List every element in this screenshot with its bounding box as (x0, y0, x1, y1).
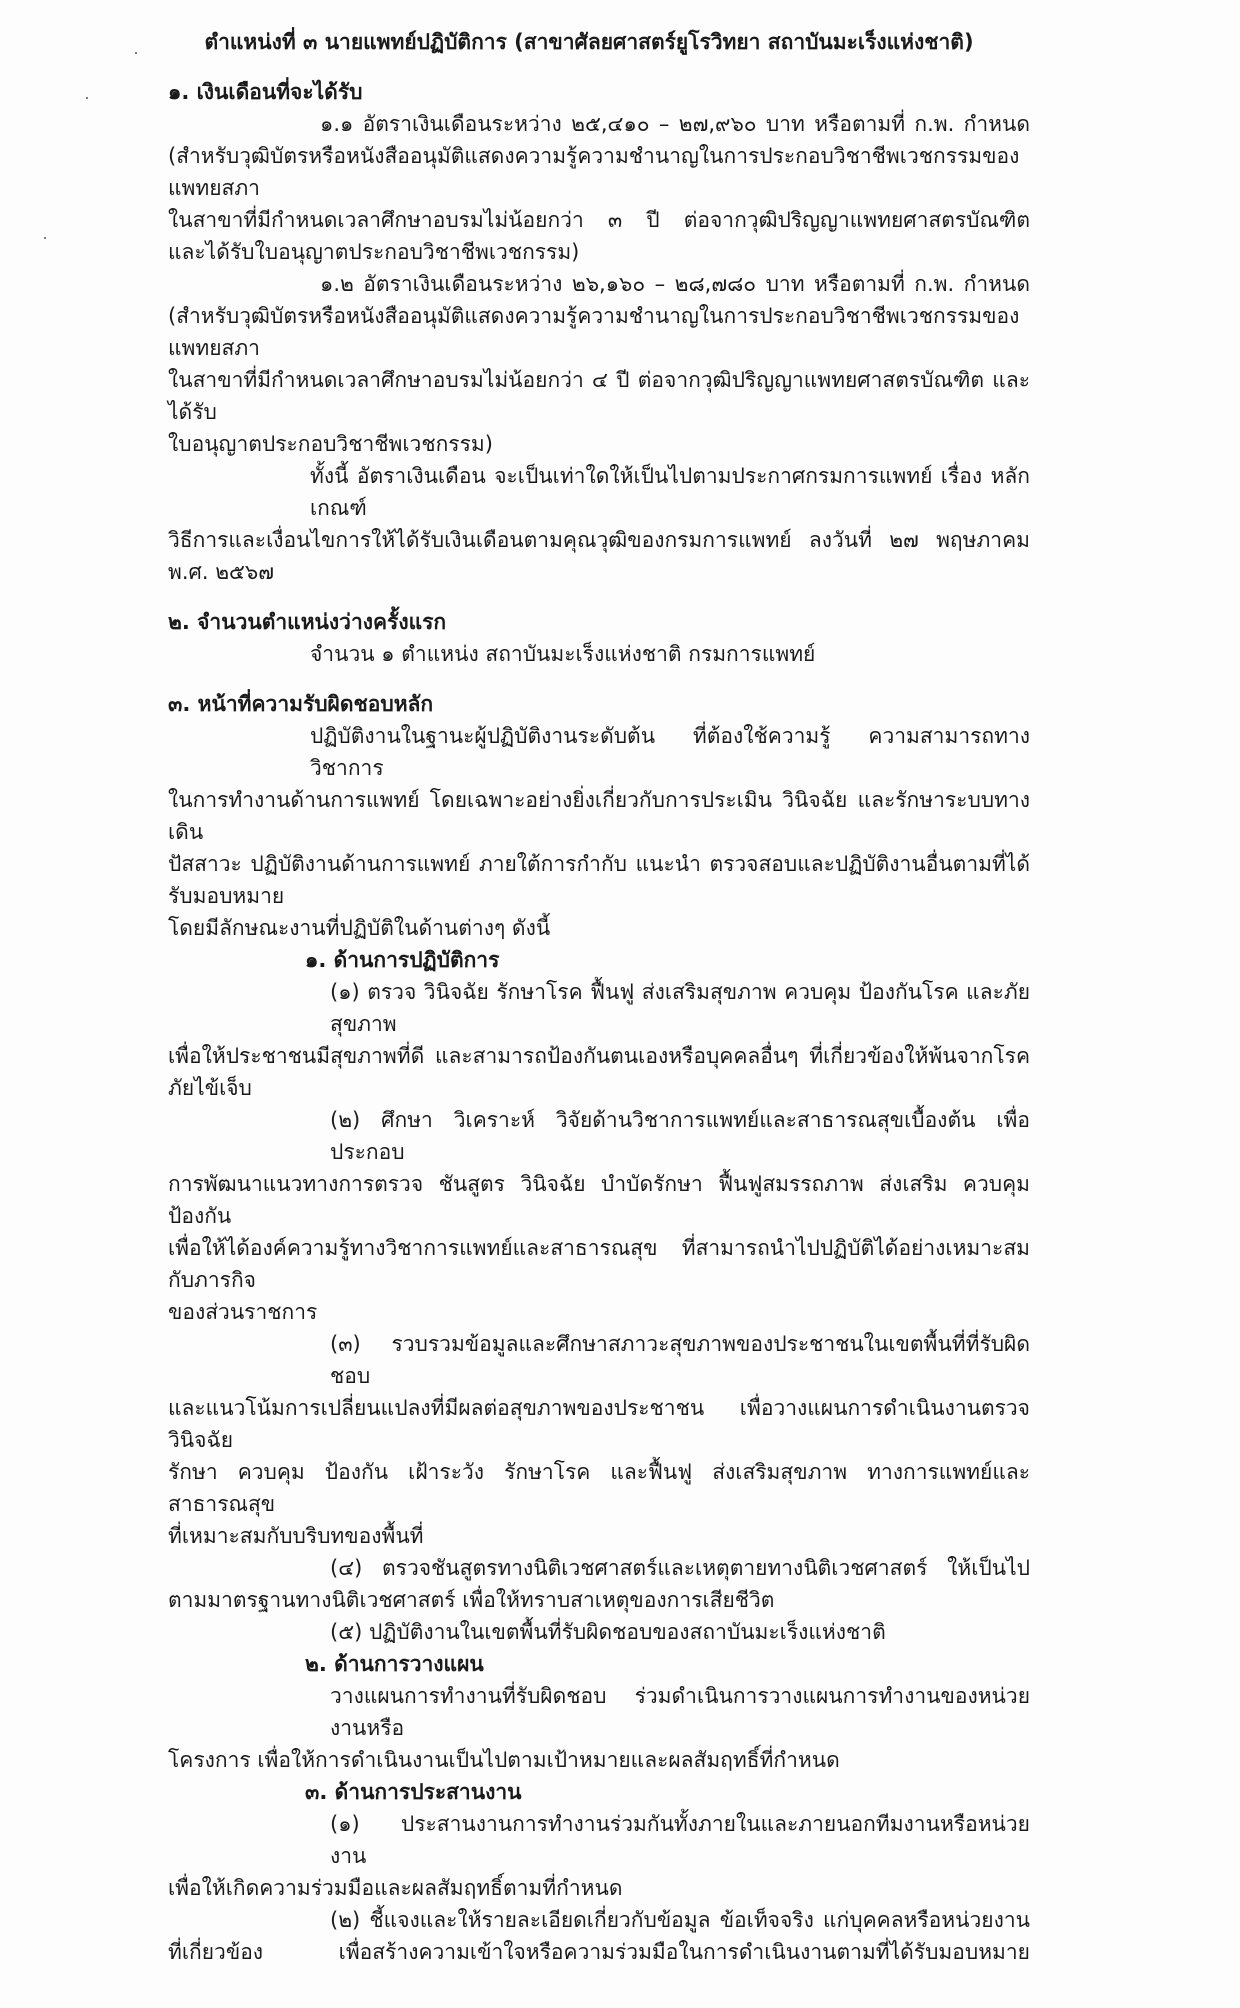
paragraph-line: ๑.๒ อัตราเงินเดือนระหว่าง ๒๖,๑๖๐ – ๒๘,๗๘๐ บาท หรือตามที่ ก.พ. กำหนด (320, 272, 1030, 296)
paragraph-line: ปฏิบัติงานในฐานะผู้ปฏิบัติงานระดับต้น ที่ต้องใช้ความรู้ ความสามารถทางวิชาการ (310, 724, 1030, 780)
document-body (168, 26, 1030, 1968)
paragraph-line: (๒) ชี้แจงและให้รายละเอียดเกี่ยวกับข้อมูล ข้อเท็จจริง แก่บุคคลหรือหน่วยงาน (330, 1908, 1030, 1932)
paragraph-line: โดยมีลักษณะงานที่ปฏิบัติในด้านต่างๆ ดังนี้ (168, 916, 551, 940)
paragraph-line: ทั้งนี้ อัตราเงินเดือน จะเป็นเท่าใดให้เป็นไปตามประกาศกรมการแพทย์ เรื่อง หลักเกณฑ์ (310, 464, 1030, 520)
paragraph-line: (๑) ตรวจ วินิจฉัย รักษาโรค ฟื้นฟู ส่งเสริมสุขภาพ ควบคุม ป้องกันโรค และภัยสุขภาพ (330, 980, 1030, 1036)
scan-speck (44, 237, 46, 239)
scan-speck (135, 52, 137, 54)
paragraph-line: ที่เหมาะสมกับบริบทของพื้นที่ (168, 1524, 424, 1548)
paragraph-line: (สำหรับวุฒิบัตรหรือหนังสืออนุมัติแสดงความรู้ความชำนาญในการประกอบวิชาชีพเวชกรรมของแพทยสภา (168, 144, 1020, 200)
paragraph-line: และได้รับใบอนุญาตประกอบวิชาชีพเวชกรรม) (168, 240, 580, 264)
paragraph-line: (๕) ปฏิบัติงานในเขตพื้นที่รับผิดชอบของสถาบันมะเร็งแห่งชาติ (330, 1620, 886, 1644)
paragraph-line: เพื่อให้ได้องค์ความรู้ทางวิชาการแพทย์และสาธารณสุข ที่สามารถนำไปปฏิบัติได้อย่างเหมาะสมกับภารกิจ (168, 1236, 1030, 1292)
document-title: ตำแหน่งที่ ๓ นายแพทย์ปฏิบัติการ (สาขาศัลยศาสตร์ยูโรวิทยา สถาบันมะเร็งแห่งชาติ) (204, 30, 974, 54)
subsection-heading: ๓. ด้านการประสานงาน (305, 1780, 522, 1804)
section-1-heading: ๑. เงินเดือนที่จะได้รับ (168, 80, 363, 104)
paragraph-line: รักษา ควบคุม ป้องกัน เฝ้าระวัง รักษาโรค และฟื้นฟู ส่งเสริมสุขภาพ ทางการแพทย์และสาธารณสุข (168, 1460, 1030, 1516)
paragraph-line: ที่เกี่ยวข้อง เพื่อสร้างความเข้าใจหรือความร่วมมือในการดำเนินงานตามที่ได้รับมอบหมาย (168, 1940, 1030, 1964)
paragraph-line: ตามมาตรฐานทางนิติเวชศาสตร์ เพื่อให้ทราบสาเหตุของการเสียชีวิต (168, 1588, 775, 1612)
scan-speck (86, 97, 88, 99)
subsection-heading: ๑. ด้านการปฏิบัติการ (305, 948, 500, 972)
paragraph-line: เพื่อให้เกิดความร่วมมือและผลสัมฤทธิ์ตามที่กำหนด (168, 1876, 623, 1900)
paragraph-line: (๑) ประสานงานการทำงานร่วมกันทั้งภายในและภายนอกทีมงานหรือหน่วยงาน (330, 1812, 1030, 1868)
paragraph-line: จำนวน ๑ ตำแหน่ง สถาบันมะเร็งแห่งชาติ กรมการแพทย์ (310, 642, 816, 666)
paragraph-line: ของส่วนราชการ (168, 1300, 318, 1324)
paragraph-line: วางแผนการทำงานที่รับผิดชอบ ร่วมดำเนินการวางแผนการทำงานของหน่วยงานหรือ (330, 1684, 1030, 1740)
paragraph-line: (สำหรับวุฒิบัตรหรือหนังสืออนุมัติแสดงความรู้ความชำนาญในการประกอบวิชาชีพเวชกรรมของแพทยสภา (168, 304, 1020, 360)
paragraph-line: ปัสสาวะ ปฏิบัติงานด้านการแพทย์ ภายใต้การกำกับ แนะนำ ตรวจสอบและปฏิบัติงานอื่นตามที่ได้รับมอบหมาย (168, 852, 1030, 908)
paragraph-line: โครงการ เพื่อให้การดำเนินงานเป็นไปตามเป้าหมายและผลสัมฤทธิ์ที่กำหนด (168, 1748, 840, 1772)
paragraph-line: ในสาขาที่มีกำหนดเวลาศึกษาอบรมไม่น้อยกว่า ๔ ปี ต่อจากวุฒิปริญญาแพทยศาสตรบัณฑิต และได้รับ (168, 368, 1030, 424)
paragraph-line: (๔) ตรวจชันสูตรทางนิติเวชศาสตร์และเหตุตายทางนิติเวชศาสตร์ ให้เป็นไป (330, 1556, 1030, 1580)
paragraph-line: การพัฒนาแนวทางการตรวจ ชันสูตร วินิจฉัย บำบัดรักษา ฟื้นฟูสมรรถภาพ ส่งเสริม ควบคุม ป้องกัน (168, 1172, 1030, 1228)
section-3-heading: ๓. หน้าที่ความรับผิดชอบหลัก (168, 692, 434, 716)
paragraph-line: และแนวโน้มการเปลี่ยนแปลงที่มีผลต่อสุขภาพของประชาชน เพื่อวางแผนการดำเนินงานตรวจ วินิจฉัย (168, 1396, 1030, 1452)
section-2-heading: ๒. จำนวนตำแหน่งว่างครั้งแรก (168, 610, 447, 634)
paragraph-line: ๑.๑ อัตราเงินเดือนระหว่าง ๒๕,๔๑๐ – ๒๗,๙๖๐ บาท หรือตามที่ ก.พ. กำหนด (320, 112, 1030, 136)
paragraph-line: ในสาขาที่มีกำหนดเวลาศึกษาอบรมไม่น้อยกว่า ๓ ปี ต่อจากวุฒิปริญญาแพทยศาสตรบัณฑิต (168, 208, 1030, 232)
paragraph-line: (๓) รวบรวมข้อมูลและศึกษาสภาวะสุขภาพของประชาชนในเขตพื้นที่ที่รับผิดชอบ (330, 1332, 1030, 1388)
paragraph-line: ในการทำงานด้านการแพทย์ โดยเฉพาะอย่างยิ่งเกี่ยวกับการประเมิน วินิจฉัย และรักษาระบบทางเดิน (168, 788, 1030, 844)
paragraph-line: วิธีการและเงื่อนไขการให้ได้รับเงินเดือนตามคุณวุฒิของกรมการแพทย์ ลงวันที่ ๒๗ พฤษภาคม พ.ศ. ๒๕๖๗ (168, 528, 1030, 584)
paragraph-line: เพื่อให้ประชาชนมีสุขภาพที่ดี และสามารถป้องกันตนเองหรือบุคคลอื่นๆ ที่เกี่ยวข้องให้พ้นจากโรคภัยไข้เจ็บ (168, 1044, 1030, 1100)
paragraph-line: (๒) ศึกษา วิเคราะห์ วิจัยด้านวิชาการแพทย์และสาธารณสุขเบื้องต้น เพื่อประกอบ (330, 1108, 1030, 1164)
paragraph-line: ใบอนุญาตประกอบวิชาชีพเวชกรรม) (168, 432, 493, 456)
subsection-heading: ๒. ด้านการวางแผน (305, 1652, 484, 1676)
